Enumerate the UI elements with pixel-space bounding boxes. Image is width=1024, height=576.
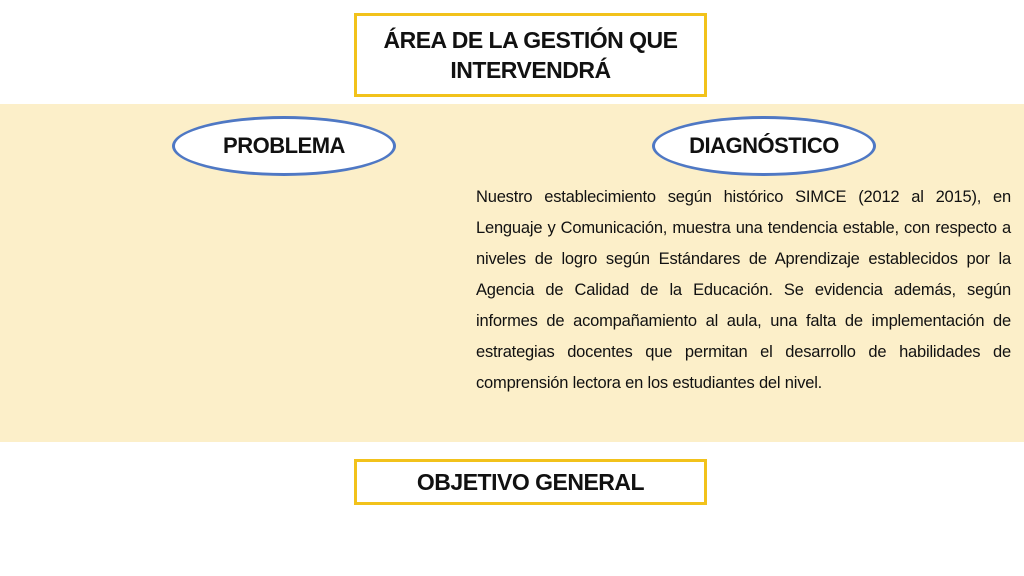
problem-oval [172, 116, 396, 176]
management-area-title-box [354, 13, 707, 97]
diagnosis-oval [652, 116, 876, 176]
diagnosis-text: Nuestro establecimiento según histórico SIMCE (2012 al 2015), en Lenguaje y Comunicación, muestra una tendencia estable, con respecto a niveles de logro según Estándares de Aprendizaje establecidos por la Agencia de Calidad de la Educación. Se evidencia además, según informes de acompañamiento al aula, una falta de implementación de estrategias docentes que permitan el desarrollo de habilidades de comprensión lectora en los estudiantes del nivel. [476, 188, 1011, 392]
general-objective-box [354, 459, 707, 505]
title-line-1: ÁREA DE LA GESTIÓN QUE [383, 27, 678, 53]
management-area-title [384, 25, 678, 85]
problem-label: PROBLEMA [223, 133, 345, 158]
general-objective-label: OBJETIVO GENERAL [416, 468, 645, 495]
diagnosis-label: DIAGNÓSTICO [689, 133, 839, 158]
title-line-2: INTERVENDRÁ [450, 57, 611, 83]
